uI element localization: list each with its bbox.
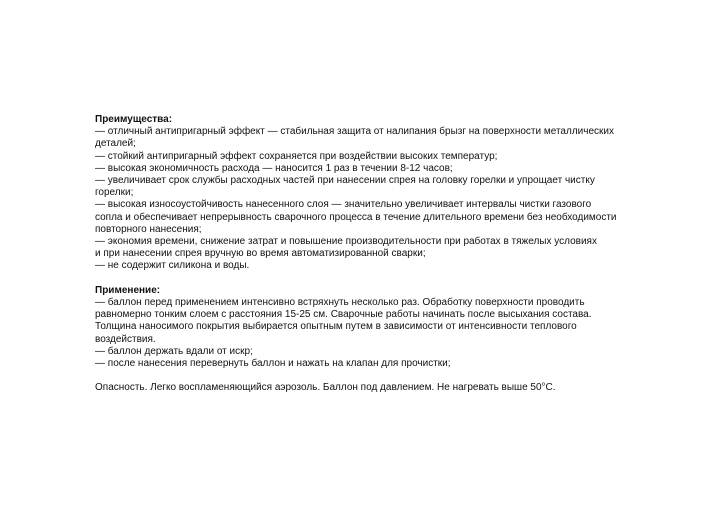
warning-text: Опасность. Легко воспламеняющийся аэрозоль. Баллон под давлением. Не нагревать выше 50°С.: [95, 382, 556, 394]
advantages-line: деталей;: [95, 138, 136, 150]
application-line: — баллон держать вдали от искр;: [95, 345, 253, 357]
document-body: [95, 114, 655, 395]
advantages-line: — не содержит силикона и воды.: [95, 260, 250, 272]
section-spacer: [95, 273, 655, 285]
advantages-section: [95, 114, 655, 273]
advantages-title: Преимущества:: [95, 114, 173, 125]
application-line: — после нанесения перевернуть баллон и нажать на клапан для прочистки;: [95, 358, 451, 370]
advantages-line: — стойкий антипригарный эффект сохраняется при воздействии высоких температур;: [95, 150, 498, 162]
advantages-line: сопла и обеспечивает непрерывность сварочного процесса в течение длительного времени без необходимости: [95, 211, 617, 223]
advantages-line: — отличный антипригарный эффект — стабильная защита от налипания брызг на поверхности металлических: [95, 126, 614, 138]
advantages-line: — экономия времени, снижение затрат и повышение производительности при работах в тяжелых условиях: [95, 236, 597, 248]
section-spacer: [95, 370, 655, 382]
advantages-line: горелки;: [95, 187, 134, 199]
application-line: равномерно тонким слоем с расстояния 15-25 см. Сварочные работы начинать после высыхания состава.: [95, 309, 592, 321]
application-line: — баллон перед применением интенсивно встряхнуть несколько раз. Обработку поверхности проводить: [95, 297, 585, 309]
application-line: воздействия.: [95, 333, 156, 345]
advantages-line: — высокая износоустойчивость нанесенного слоя — значительно увеличивает интервалы чистки газового: [95, 199, 592, 211]
application-line: Толщина наносимого покрытия выбирается опытным путем в зависимости от интенсивности теплового: [95, 321, 577, 333]
advantages-line: повторного нанесения;: [95, 223, 202, 235]
application-section: [95, 285, 655, 370]
advantages-line: и при нанесении спрея вручную во время автоматизированной сварки;: [95, 248, 426, 260]
advantages-line: — увеличивает срок службы расходных частей при нанесении спрея на головку горелки и упрощает чистку: [95, 175, 595, 187]
advantages-line: — высокая экономичность расхода — наносится 1 раз в течении 8-12 часов;: [95, 162, 453, 174]
application-title: Применение:: [95, 284, 161, 296]
